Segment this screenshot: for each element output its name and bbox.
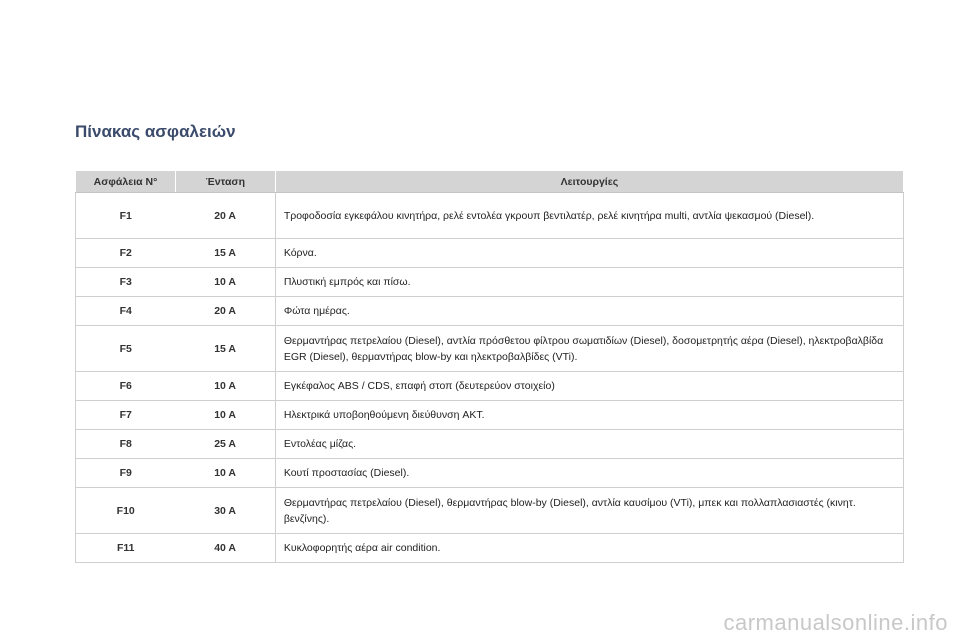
fuse-id: F7: [76, 401, 176, 430]
fuse-function: Κουτί προστασίας (Diesel).: [275, 459, 903, 488]
table-row: [76, 239, 904, 268]
fuse-amperage: 20 A: [175, 193, 275, 239]
table-row: [76, 297, 904, 326]
fuse-amperage: 20 A: [175, 297, 275, 326]
fuse-id: F6: [76, 372, 176, 401]
fuse-id: F2: [76, 239, 176, 268]
fuse-id: F9: [76, 459, 176, 488]
fuse-function: Εγκέφαλος ABS / CDS, επαφή στοπ (δευτερεύον στοιχείο): [275, 372, 903, 401]
fuse-id: F10: [76, 488, 176, 534]
fuse-function: Εντολέας μίζας.: [275, 430, 903, 459]
fuse-function: Φώτα ημέρας.: [275, 297, 903, 326]
fuse-amperage: 25 A: [175, 430, 275, 459]
table-row: [76, 401, 904, 430]
fuse-function: Κόρνα.: [275, 239, 903, 268]
fuse-id: F5: [76, 326, 176, 372]
fuse-function: Ηλεκτρικά υποβοηθούμενη διεύθυνση AKT.: [275, 401, 903, 430]
table-row: [76, 534, 904, 563]
header-functions: Λειτουργίες: [275, 171, 903, 193]
table-row: [76, 430, 904, 459]
table-row: [76, 193, 904, 239]
fuse-table: [75, 170, 904, 563]
page-title: Πίνακας ασφαλειών: [75, 122, 236, 141]
fuse-id: F3: [76, 268, 176, 297]
table-row: [76, 488, 904, 534]
table-row: [76, 268, 904, 297]
fuse-amperage: 10 A: [175, 372, 275, 401]
table-row: [76, 459, 904, 488]
fuse-id: F4: [76, 297, 176, 326]
header-fuse-number: Ασφάλεια N°: [76, 171, 176, 193]
fuse-amperage: 10 A: [175, 268, 275, 297]
site-watermark: carmanualsonline.info: [723, 610, 948, 635]
fuse-id: F8: [76, 430, 176, 459]
fuse-amperage: 15 A: [175, 326, 275, 372]
fuse-amperage: 10 A: [175, 459, 275, 488]
fuse-function: Θερμαντήρας πετρελαίου (Diesel), θερμαντήρας blow-by (Diesel), αντλία καυσίμου (VTi), μπεκ και πολλαπλασιαστές (κινητ. βενζίνης).: [275, 488, 903, 534]
fuse-id: F1: [76, 193, 176, 239]
table-row: [76, 372, 904, 401]
table-header-row: [76, 171, 904, 193]
fuse-amperage: 10 A: [175, 401, 275, 430]
fuse-function: Τροφοδοσία εγκεφάλου κινητήρα, ρελέ εντολέα γκρουπ βεντιλατέρ, ρελέ κινητήρα multi, αντλία ψεκασμού (Diesel).: [275, 193, 903, 239]
fuse-amperage: 30 A: [175, 488, 275, 534]
fuse-amperage: 15 A: [175, 239, 275, 268]
fuse-function: Πλυστική εμπρός και πίσω.: [275, 268, 903, 297]
table-row: [76, 326, 904, 372]
fuse-amperage: 40 A: [175, 534, 275, 563]
fuse-id: F11: [76, 534, 176, 563]
header-amperage: Ένταση: [175, 171, 275, 193]
fuse-function: Θερμαντήρας πετρελαίου (Diesel), αντλία πρόσθετου φίλτρου σωματιδίων (Diesel), δοσομετρητής αέρα (Diesel), ηλεκτροβαλβίδα EGR (Diesel), θερμαντήρας blow-by και ηλεκτροβαλβίδες (VTi).: [275, 326, 903, 372]
fuse-function: Κυκλοφορητής αέρα air condition.: [275, 534, 903, 563]
